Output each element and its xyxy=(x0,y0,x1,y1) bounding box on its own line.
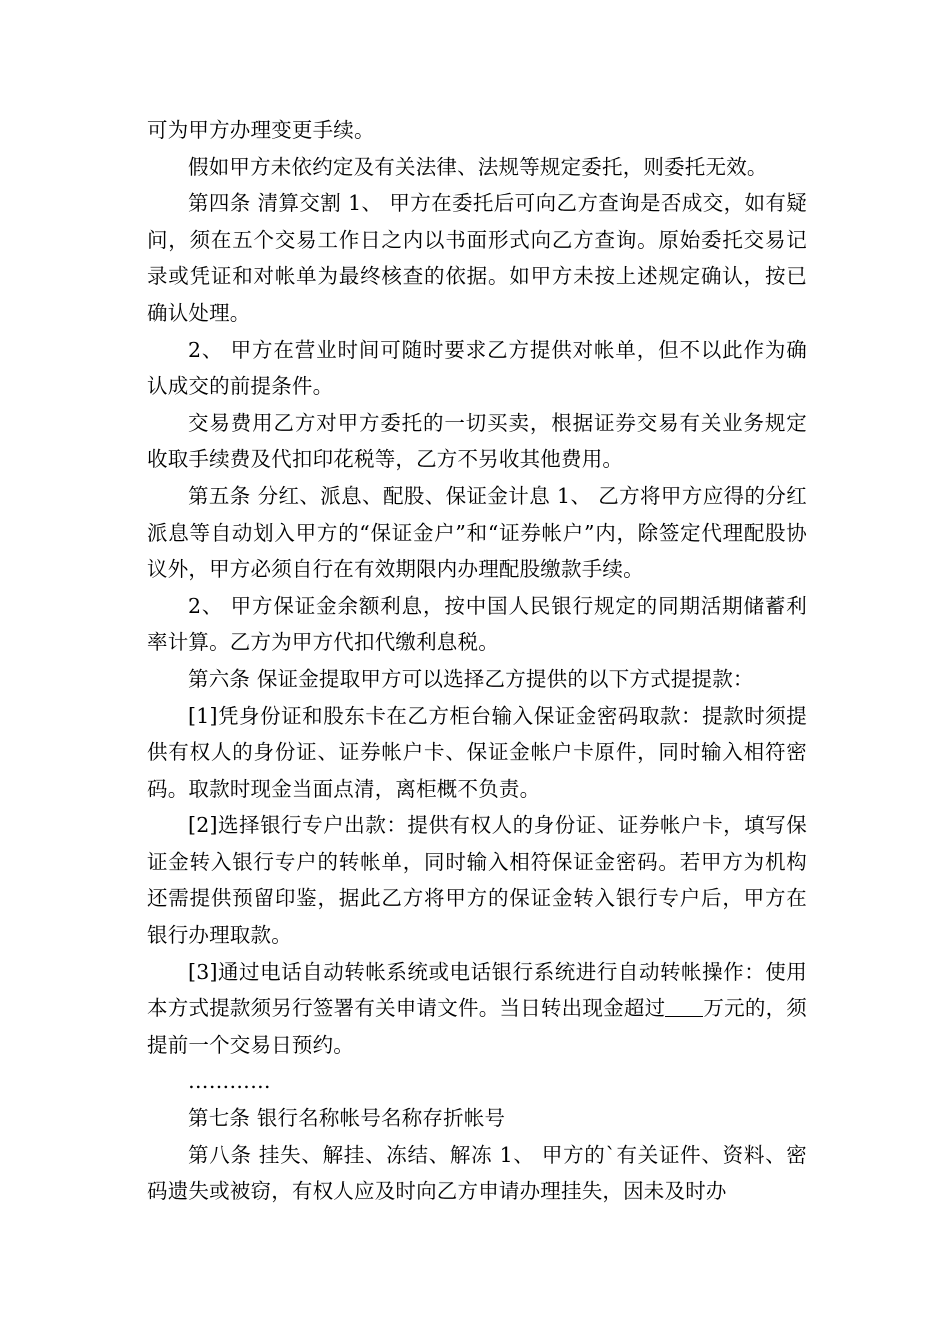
document-page xyxy=(147,112,807,1210)
blank-underline xyxy=(665,994,703,1017)
paragraph-4: 2、 甲方在营业时间可随时要求乙方提供对帐单，但不以此作为确认成交的前提条件。 xyxy=(147,337,807,399)
paragraph-option-3-after: 万元的，须提前一个交易日预约。 xyxy=(147,996,808,1057)
paragraph-option-2: [2]选择银行专户出款：提供有权人的身份证、证券帐户卡，填写保证金转入银行专户的转帐单，同时输入相符保证金密码。若甲方为机构还需提供预留印鉴，据此乙方将甲方的保证金转入银行专户后，甲方在银行办理取款。 xyxy=(147,813,807,948)
paragraph-option-1: [1]凭身份证和股东卡在乙方柜台输入保证金密码取款：提款时须提供有权人的身份证、证券帐户卡、保证金帐户卡原件，同时输入相符密码。取款时现金当面点清，离柜概不负责。 xyxy=(147,703,807,801)
paragraph-article-7: 第七条 银行名称帐号名称存折帐号 xyxy=(188,1106,506,1131)
paragraph-article-5: 第五条 分红、派息、配股、保证金计息 1、 乙方将甲方应得的分红派息等自动划入甲方的“保证金户”和“证券帐户”内，除签定代理配股协议外，甲方必须自行在有效期限内办理配股缴款手续。 xyxy=(147,483,807,582)
paragraph-article-4: 第四条 清算交割 1、 甲方在委托后可向乙方查询是否成交，如有疑问，须在五个交易工作日之内以书面形式向乙方查询。原始委托交易记录或凭证和对帐单为最终核查的依据。如甲方未按上述规定确认，按已确认处理。 xyxy=(147,191,807,325)
paragraph-option-3-before: [3]通过电话自动转帐系统或电话银行系统进行自动转帐操作：使用本方式提款须另行签署有关申请文件。当日转出现金超过 xyxy=(147,959,807,1021)
paragraph-1: 可为甲方办理变更手续。 xyxy=(147,118,375,142)
paragraph-article-8: 第八条 挂失、解挂、冻结、解冻 1、 甲方的`有关证件、资料、密码遗失或被窃，有权人应及时向乙方申请办理挂失，因未及时办 xyxy=(147,1142,807,1204)
paragraph-2: 假如甲方未依约定及有关法律、法规等规定委托，则委托无效。 xyxy=(188,154,768,179)
paragraph-article-6: 第六条 保证金提取甲方可以选择乙方提供的以下方式提提款： xyxy=(188,666,754,691)
paragraph-fees: 交易费用乙方对甲方委托的一切买卖，根据证券交易有关业务规定收取手续费及代扣印花税等，乙方不另收其他费用。 xyxy=(147,410,807,472)
paragraph-option-3 xyxy=(147,954,807,1064)
paragraph-7: 2、 甲方保证金余额利息，按中国人民银行规定的同期活期储蓄利率计算。乙方为甲方代扣代缴利息税。 xyxy=(147,593,807,655)
ellipsis: ………… xyxy=(188,1069,271,1094)
